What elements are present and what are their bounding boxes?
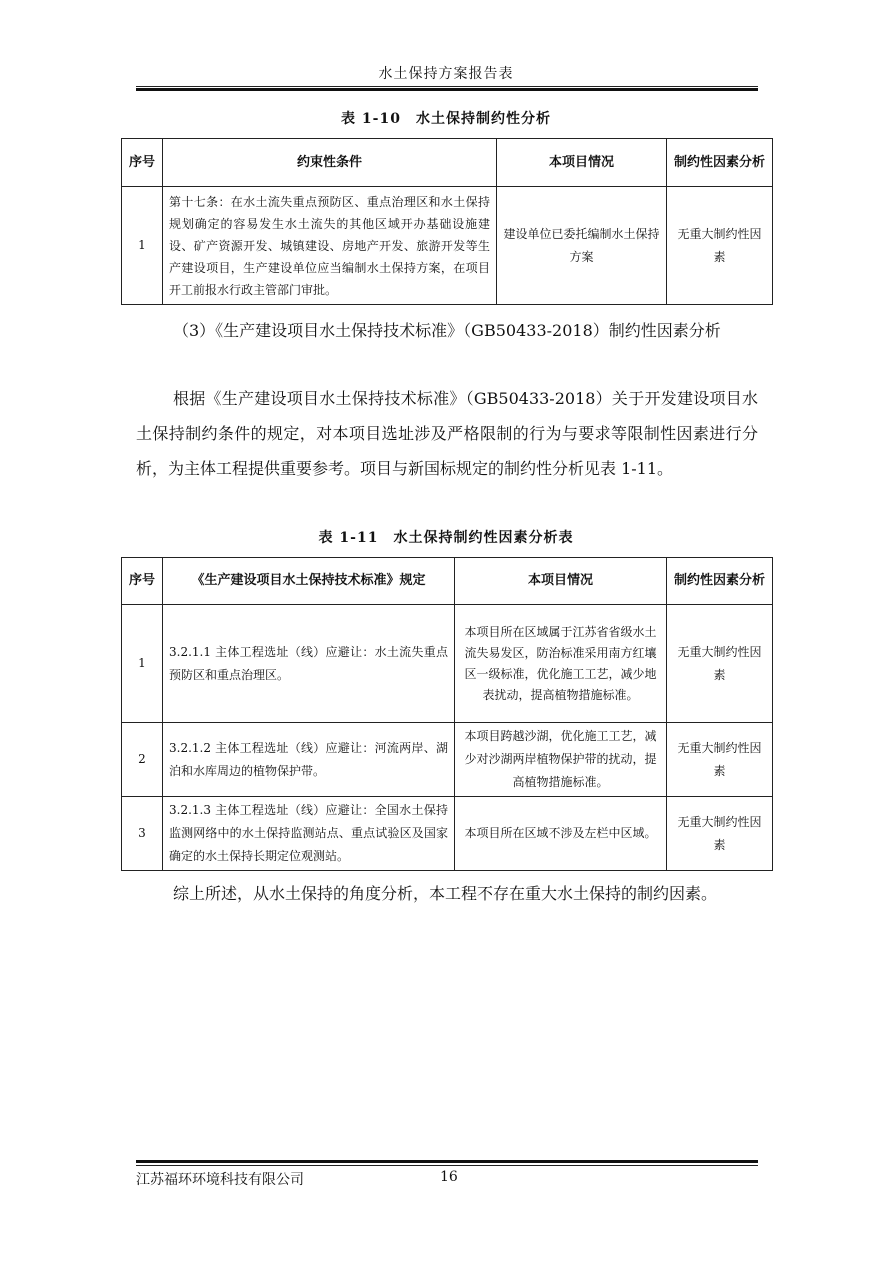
header-cell-condition: 约束性条件 [163,139,497,187]
paragraph-standard-intro: 根据《生产建设项目水土保持技术标准》（GB50433-2018）关于开发建设项目水土保持制约条件的规定，对本项目选址涉及严格限制的行为与要求等限制性因素进行分析，为主体工程提供重要参考。项目与新国标规定的制约性分析见表 1-11。 [136,389,758,478]
table-header-row [122,139,773,187]
table-row [122,605,773,723]
header-cell-rule: 《生产建设项目水土保持技术标准》规定 [163,558,455,605]
paragraph-conclusion: 综上所述，从水土保持的角度分析，本工程不存在重大水土保持的制约因素。 [173,884,718,903]
page-number: 16 [440,1169,458,1185]
table-1-10-caption: 表 1-10 水土保持制约性分析 [341,111,551,127]
paragraph-standard-heading: （3）《生产建设项目水土保持技术标准》（GB50433-2018）制约性因素分析 [173,321,721,340]
cell-rule: 3.2.1.3 主体工程选址（线）应避让：全国水土保持监测网络中的水土保持监测站点、重点试验区及国家确定的水土保持长期定位观测站。 [163,797,455,871]
header-cell-situation: 本项目情况 [497,139,667,187]
header-cell-analysis: 制约性因素分析 [667,558,773,605]
table-1-10 [121,138,773,305]
header-cell-no: 序号 [122,558,163,605]
header-cell-analysis: 制约性因素分析 [667,139,773,187]
header-rule-thick [136,88,758,91]
cell-analysis: 无重大制约性因素 [667,797,773,871]
cell-no: 1 [122,605,163,723]
cell-rule: 3.2.1.2 主体工程选址（线）应避让：河流两岸、湖泊和水库周边的植物保护带。 [163,723,455,797]
cell-condition: 第十七条：在水土流失重点预防区、重点治理区和水土保持规划确定的容易发生水土流失的其他区域开办基础设施建设、矿产资源开发、城镇建设、房地产开发、旅游开发等生产建设项目，生产建设单位应当编制水土保持方案，在项目开工前报水行政主管部门审批。 [163,187,497,305]
table-row [122,797,773,871]
footer-company: 江苏福环环境科技有限公司 [136,1172,304,1188]
cell-no: 3 [122,797,163,871]
header-cell-situation: 本项目情况 [455,558,667,605]
cell-analysis: 无重大制约性因素 [667,605,773,723]
table-1-11-caption: 表 1-11 水土保持制约性因素分析表 [318,530,574,546]
cell-situation: 本项目所在区域不涉及左栏中区域。 [455,797,667,871]
cell-analysis: 无重大制约性因素 [667,187,773,305]
cell-rule: 3.2.1.1 主体工程选址（线）应避让：水土流失重点预防区和重点治理区。 [163,605,455,723]
footer-rule-thick [136,1160,758,1163]
footer-rule-thin [136,1165,758,1166]
cell-no: 1 [122,187,163,305]
cell-situation: 本项目跨越沙湖，优化施工工艺，减少对沙湖两岸植物保护带的扰动，提高植物措施标准。 [455,723,667,797]
cell-analysis: 无重大制约性因素 [667,723,773,797]
table-row [122,723,773,797]
table-row [122,187,773,305]
table-header-row [122,558,773,605]
header-cell-no: 序号 [122,139,163,187]
cell-situation: 建设单位已委托编制水土保持方案 [497,187,667,305]
header-rule-thin [136,86,758,87]
cell-situation: 本项目所在区域属于江苏省省级水土流失易发区，防治标准采用南方红壤区一级标准，优化施工工艺，减少地表扰动，提高植物措施标准。 [455,605,667,723]
cell-no: 2 [122,723,163,797]
table-1-11 [121,557,773,871]
page-header-title: 水土保持方案报告表 [378,66,514,82]
